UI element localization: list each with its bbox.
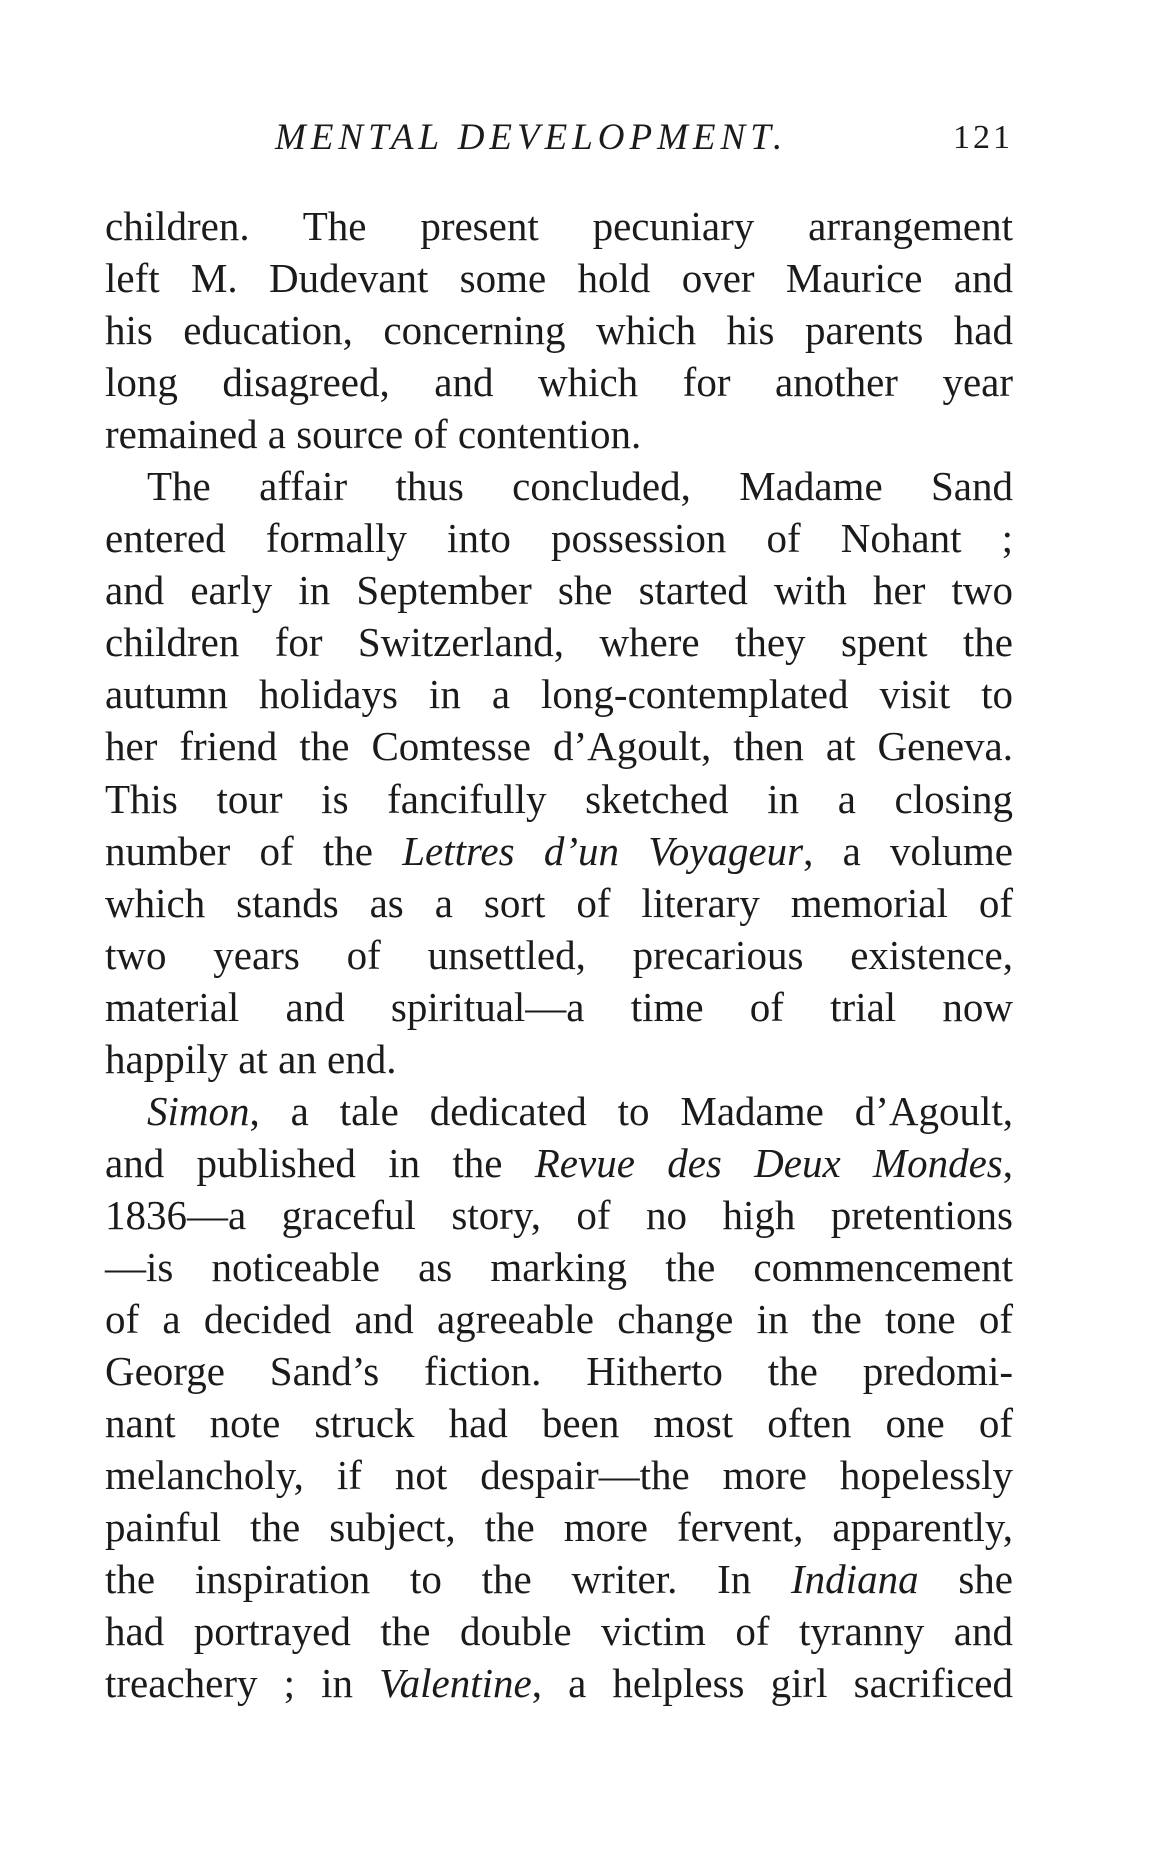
line-text: had portrayed the double victim of tyranny and [105, 1608, 1013, 1655]
text-line [105, 252, 1013, 304]
page-number: 121 [953, 119, 1013, 156]
line-text: the inspiration to the writer. In [105, 1556, 792, 1603]
italic-title-text: Lettres d’un Voyageur [402, 827, 804, 874]
text-line [105, 1345, 1013, 1397]
italic-title-text: Simon [147, 1087, 250, 1134]
text-line [105, 460, 1013, 512]
text-line [105, 929, 1013, 981]
text-line [105, 564, 1013, 616]
line-text: number of the [105, 827, 403, 874]
line-text: , a volume [803, 827, 1014, 874]
line-text: and early in September she started with her two [105, 567, 1013, 614]
line-text: , [1002, 1139, 1013, 1186]
text-line [105, 304, 1013, 356]
italic-title-text: Revue des Deux Mondes [534, 1139, 1003, 1186]
line-text: nant note struck had been most often one of [105, 1400, 1013, 1447]
text-line [105, 1501, 1013, 1553]
line-text: children. The present pecuniary arrangement [105, 203, 1013, 249]
text-line [105, 1397, 1013, 1449]
text-line [105, 1241, 1013, 1293]
line-text: long disagreed, and which for another year [105, 359, 1013, 406]
text-line [105, 200, 1013, 252]
text-line [105, 1657, 1013, 1709]
text-line [105, 1553, 1013, 1605]
line-text: The affair thus concluded, Madame Sand [147, 463, 1013, 510]
line-text: which stands as a sort of literary memorial of [105, 879, 1013, 926]
text-line [105, 825, 1013, 877]
line-text: and published in the [105, 1139, 535, 1186]
line-text: 1836—a graceful story, of no high pretentions [105, 1191, 1013, 1238]
line-text: she [918, 1556, 1013, 1603]
line-text: painful the subject, the more fervent, apparently, [105, 1504, 1013, 1551]
line-text: children for Switzerland, where they spent the [105, 619, 1013, 666]
line-text: his education, concerning which his parents had [105, 307, 1013, 354]
running-head [105, 112, 1013, 164]
text-line [105, 1085, 1013, 1137]
text-line [105, 877, 1013, 929]
text-line [105, 512, 1013, 564]
line-text: left M. Dudevant some hold over Maurice and [105, 255, 1013, 302]
text-line [105, 1033, 1013, 1085]
text-line [105, 408, 1013, 460]
text-line [105, 356, 1013, 408]
line-text: This tour is fancifully sketched in a closing [105, 775, 1013, 822]
body-text [105, 200, 1013, 1709]
line-text: two years of unsettled, precarious existence, [105, 931, 1013, 978]
line-text: , a helpless girl sacrificed [531, 1660, 1013, 1707]
running-title: MENTAL DEVELOPMENT. [275, 117, 788, 158]
italic-title-text: Indiana [791, 1556, 919, 1603]
line-text: autumn holidays in a long-contemplated visit to [105, 671, 1013, 718]
line-text: treachery ; in [105, 1660, 380, 1707]
line-text: her friend the Comtesse d’Agoult, then at Geneva. [105, 723, 1013, 770]
text-line [105, 1605, 1013, 1657]
text-line [105, 981, 1013, 1033]
line-text: —is noticeable as marking the commencement [105, 1243, 1013, 1290]
line-text: , a tale dedicated to Madame d’Agoult, [249, 1087, 1013, 1134]
text-line [105, 773, 1013, 825]
line-text: of a decided and agreeable change in the tone of [105, 1295, 1013, 1342]
line-text: entered formally into possession of Nohant ; [105, 515, 1013, 562]
text-line [105, 1137, 1013, 1189]
text-line [105, 1189, 1013, 1241]
line-text: George Sand’s fiction. Hitherto the predomi- [105, 1348, 1013, 1395]
line-text: remained a source of contention. [105, 411, 642, 458]
text-line [105, 720, 1013, 772]
text-line [105, 616, 1013, 668]
text-line [105, 668, 1013, 720]
text-line [105, 1293, 1013, 1345]
line-text: material and spiritual—a time of trial now [105, 983, 1013, 1030]
italic-title-text: Valentine [379, 1660, 532, 1707]
text-line [105, 1449, 1013, 1501]
line-text: happily at an end. [105, 1035, 397, 1082]
line-text: melancholy, if not despair—the more hopelessly [105, 1452, 1013, 1499]
